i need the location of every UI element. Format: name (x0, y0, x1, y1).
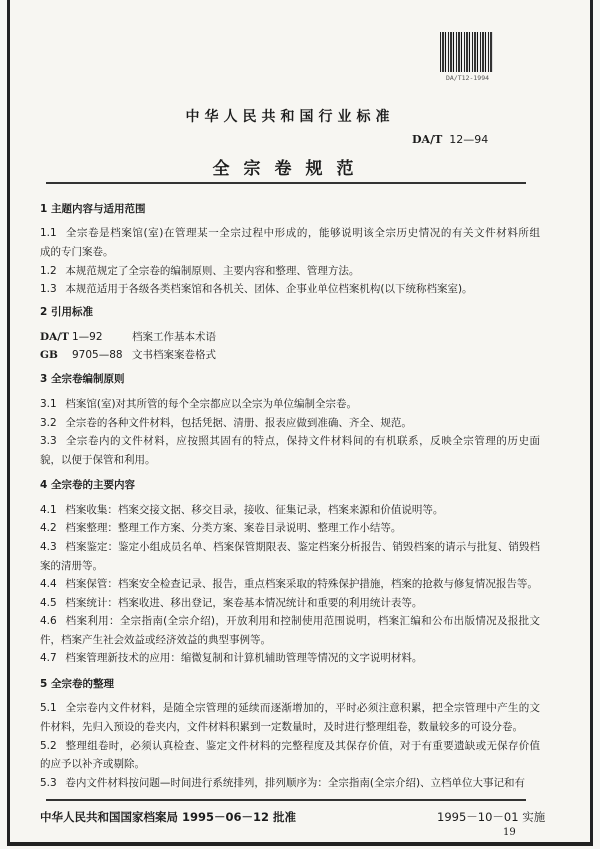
clause-number: 4.1 (40, 504, 57, 516)
clause-text: 档案管理新技术的应用：缩微复制和计算机辅助管理等情况的文字说明材料。 (65, 652, 423, 664)
clause-number: 3.1 (40, 398, 57, 410)
clause-number: 4.2 (40, 522, 57, 534)
clause-number: 4.5 (40, 597, 57, 609)
clause-continuation: 件材料，先归入预设的卷夹内，文件材料积累到一定数量时，及时进行整理组卷，数量较多的可设分卷。 (40, 721, 523, 733)
clause (40, 521, 540, 535)
section-heading: 1 主题内容与适用范围 (40, 203, 146, 215)
clause-number: 1.3 (40, 283, 57, 295)
clause-text: 整理组卷时，必须认真检查、鉴定文件材料的完整程度及其保存价值，对于有重要遗缺或无保存价值 (65, 740, 541, 752)
barcode-image (440, 32, 493, 72)
reference-item (40, 348, 540, 362)
clause (40, 701, 540, 715)
reference-code: GB (40, 349, 58, 361)
clause-number: 3.2 (40, 417, 57, 429)
section-heading: 5 全宗卷的整理 (40, 678, 114, 690)
clause (40, 397, 540, 411)
clause-text: 档案统计：档案收进、移出登记，案卷基本情况统计和重要的利用统计表等。 (65, 597, 423, 609)
clause-text: 全宗卷内文件材料，是随全宗管理的延续而逐渐增加的，平时必须注意积累，把全宗管理中产生的文 (65, 702, 541, 714)
clause-text: 档案鉴定：鉴定小组成员名单、档案保管期限表、鉴定档案分析报告、销毁档案的请示与批复、销毁档 (65, 541, 540, 553)
clause-text: 档案整理：整理工作方案、分类方案、案卷目录说明、整理工作小结等。 (65, 522, 402, 534)
reference-number: 1—92 (72, 331, 103, 343)
clause-number: 1.1 (40, 227, 57, 239)
clause-text: 档案利用：全宗指南(全宗介绍)，开放利用和控制使用范围说明，档案汇编和公布出版情况及报批文 (65, 615, 540, 627)
clause (40, 282, 540, 296)
section-heading: 3 全宗卷编制原则 (40, 373, 125, 385)
reference-code: DA/T (40, 331, 69, 343)
clause-number: 5.2 (40, 740, 57, 752)
clause-number: 5.3 (40, 777, 57, 789)
clause (40, 416, 540, 430)
clause-number: 5.1 (40, 702, 57, 714)
clause (40, 776, 540, 790)
clause (40, 503, 540, 517)
clause (40, 739, 540, 753)
clause-text: 全宗卷内的文件材料，应按照其固有的特点，保持文件材料间的有机联系，反映全宗管理的历史面 (65, 435, 541, 447)
clause-number: 4.3 (40, 541, 57, 553)
clause (40, 596, 540, 610)
reference-title: 文书档案案卷格式 (132, 349, 216, 361)
clause-number: 4.6 (40, 615, 57, 627)
clause-number: 3.3 (40, 435, 57, 447)
reference-item (40, 330, 540, 344)
clause-text: 全宗卷的各种文件材料，包括凭据、清册、报表应做到准确、齐全、规范。 (65, 417, 412, 429)
clause (40, 434, 540, 448)
clause-text: 本规范适用于各级各类档案馆和各机关、团体、企事业单位档案机构(以下统称档案室)。 (65, 283, 473, 295)
reference-title: 档案工作基本术语 (132, 331, 216, 343)
effective-date: 1995－10－01 实施 (437, 810, 546, 824)
clause (40, 651, 540, 665)
page-border-right (590, 0, 593, 846)
standard-type: 中华人民共和国行业标准 (185, 109, 395, 125)
page-border-bottom (7, 842, 593, 846)
clause-number: 4.7 (40, 652, 57, 664)
clause-text: 档案收集：档案交接文据、移交目录，接收、征集记录，档案来源和价值说明等。 (65, 504, 444, 516)
page-border-left (7, 0, 10, 846)
clause-continuation: 的应予以补齐或剔除。 (40, 758, 145, 770)
code-prefix: DA/T (412, 133, 443, 146)
clause (40, 577, 540, 591)
barcode-label: DA/T12-1994 (445, 74, 490, 82)
clause-continuation: 件，档案产生社会效益或经济效益的典型事例等。 (40, 634, 271, 646)
standard-code (412, 133, 488, 146)
clause (40, 614, 540, 628)
clause (40, 226, 540, 240)
page-number: 19 (503, 827, 516, 838)
clause-continuation: 案的清册等。 (40, 560, 103, 572)
clause-continuation: 貌，以便于保管和利用。 (40, 454, 156, 466)
section-heading: 2 引用标准 (40, 306, 93, 318)
clause-number: 4.4 (40, 578, 57, 590)
reference-number: 9705—88 (72, 349, 123, 361)
clause-text: 全宗卷是档案馆(室)在管理某一全宗过程中形成的，能够说明该全宗历史情况的有关文件材料所组 (65, 227, 540, 239)
clause-text: 本规范规定了全宗卷的编制原则、主要内容和整理、管理方法。 (65, 265, 360, 277)
clause (40, 264, 540, 278)
clause-text: 档案馆(室)对其所管的每个全宗都应以全宗为单位编制全宗卷。 (65, 398, 358, 410)
clause-number: 1.2 (40, 265, 57, 277)
code-number: 12—94 (449, 133, 489, 146)
clause-text: 卷内文件材料按问题—时间进行系统排列，排列顺序为：全宗指南(全宗介绍)、立档单位大事记和有 (65, 777, 526, 789)
header-rule (46, 182, 526, 184)
clause-continuation: 成的专门案卷。 (40, 246, 114, 258)
section-heading: 4 全宗卷的主要内容 (40, 479, 135, 491)
document-title: 全宗卷规范 (212, 159, 368, 179)
clause (40, 540, 540, 554)
footer-rule (46, 799, 526, 801)
clause-text: 档案保管：档案安全检查记录、报告，重点档案采取的特殊保护措施，档案的抢救与修复情况报告等。 (65, 578, 538, 590)
approval-text: 中华人民共和国国家档案局 1995－06－12 批准 (40, 810, 297, 824)
